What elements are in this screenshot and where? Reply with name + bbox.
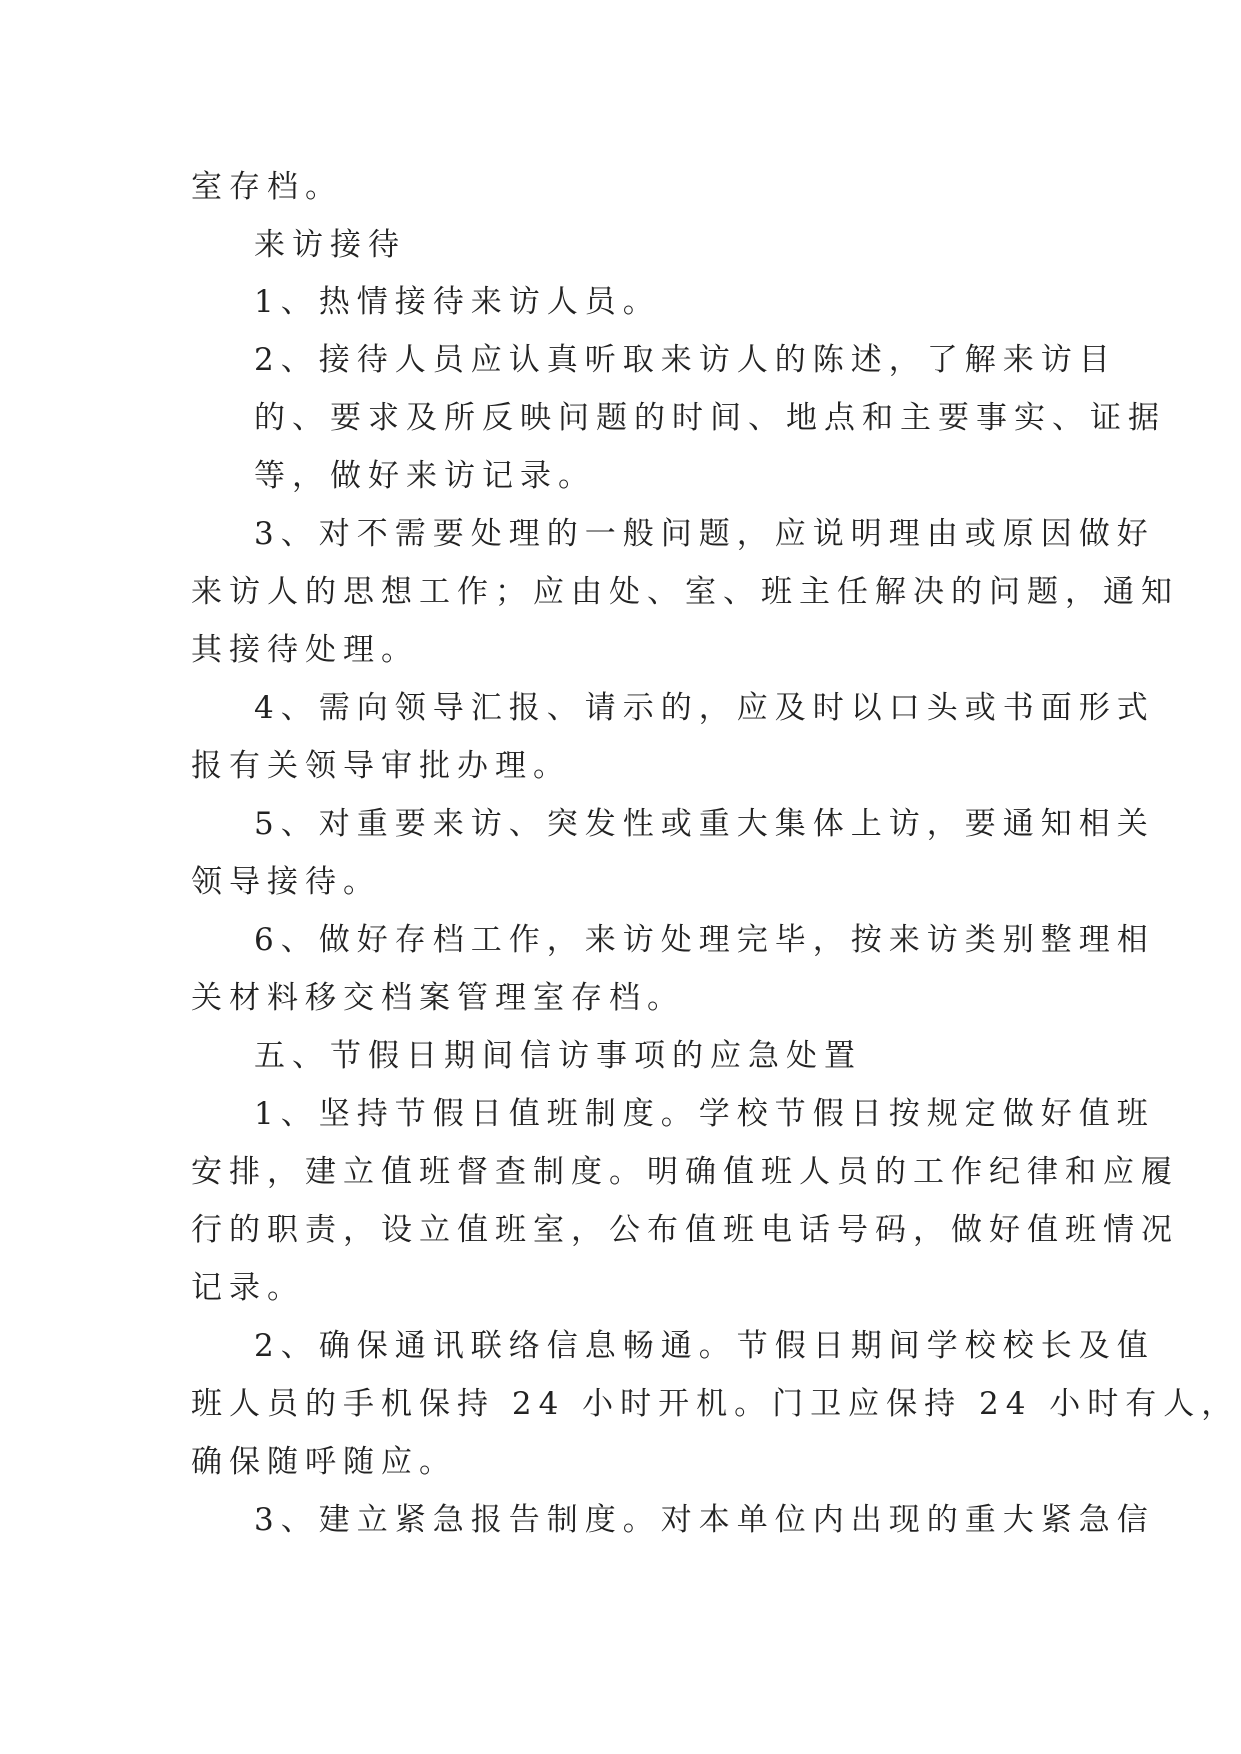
text-line-18: 安排，建立值班督查制度。明确值班人员的工作纪律和应履 [191, 1154, 1179, 1190]
section-heading-visitor-reception: 来访接待 [254, 227, 406, 263]
text-line-12: 5、对重要来访、突发性或重大集体上访，要通知相关 [254, 806, 1155, 842]
text-line-4: 2、接待人员应认真听取来访人的陈述，了解来访目 [254, 342, 1117, 378]
text-line-6: 等，做好来访记录。 [254, 458, 596, 494]
text-line-5: 的、要求及所反映问题的时间、地点和主要事实、证据 [254, 400, 1166, 436]
text-line-19: 行的职责，设立值班室，公布值班电话号码，做好值班情况 [191, 1212, 1179, 1248]
text-line-15: 关材料移交档案管理室存档。 [191, 980, 685, 1016]
text-line-17: 1、坚持节假日值班制度。学校节假日按规定做好值班 [254, 1096, 1155, 1132]
text-line-3: 1、热情接待来访人员。 [254, 284, 661, 320]
text-line-23: 确保随呼随应。 [191, 1444, 457, 1480]
text-line-20: 记录。 [191, 1270, 305, 1306]
text-line-22: 班人员的手机保持 24 小时开机。门卫应保持 24 小时有人， [191, 1386, 1240, 1422]
text-line-10: 4、需向领导汇报、请示的，应及时以口头或书面形式 [254, 690, 1155, 726]
text-line-14: 6、做好存档工作，来访处理完毕，按来访类别整理相 [254, 922, 1155, 958]
text-line-1: 室存档。 [191, 169, 343, 205]
text-line-9: 其接待处理。 [191, 632, 419, 668]
text-line-7: 3、对不需要处理的一般问题，应说明理由或原因做好 [254, 516, 1155, 552]
text-line-24: 3、建立紧急报告制度。对本单位内出现的重大紧急信 [254, 1502, 1155, 1538]
text-line-8: 来访人的思想工作；应由处、室、班主任解决的问题，通知 [191, 574, 1179, 610]
text-line-13: 领导接待。 [191, 864, 381, 900]
text-line-11: 报有关领导审批办理。 [191, 748, 571, 784]
text-line-21: 2、确保通讯联络信息畅通。节假日期间学校校长及值 [254, 1328, 1155, 1364]
section-heading-holiday-emergency: 五、节假日期间信访事项的应急处置 [254, 1038, 862, 1074]
